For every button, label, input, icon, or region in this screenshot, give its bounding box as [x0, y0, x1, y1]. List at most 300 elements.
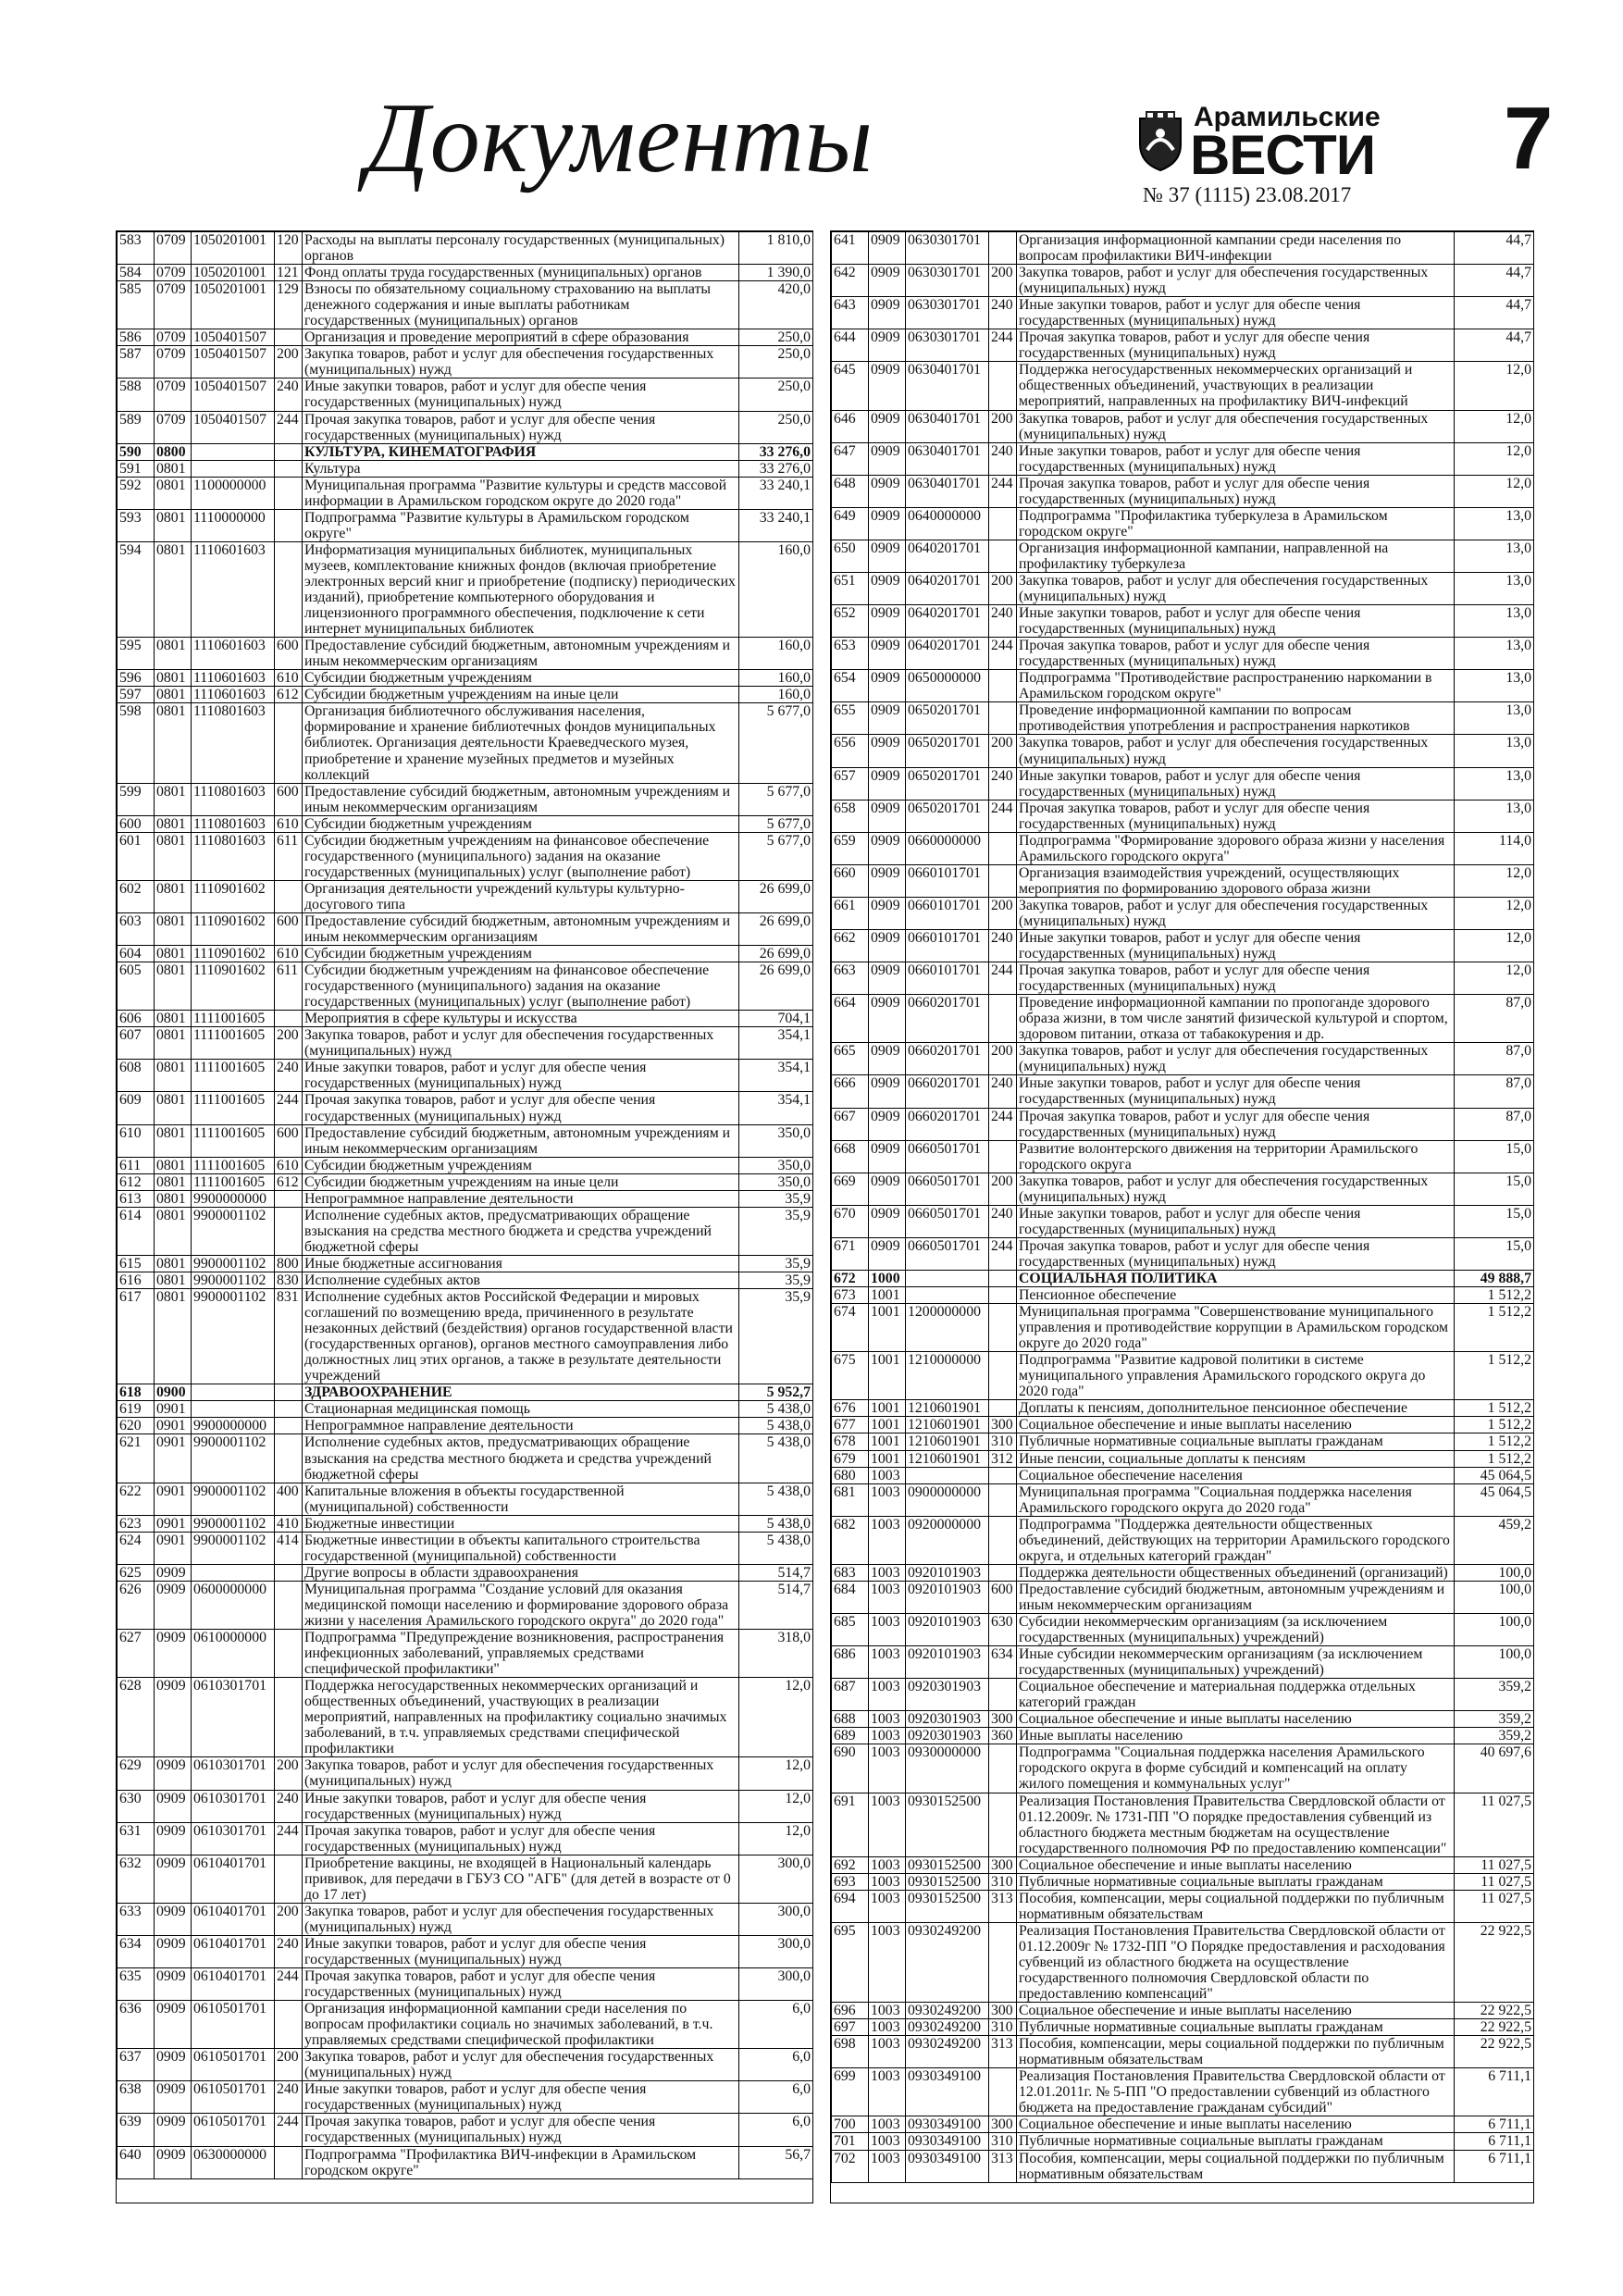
target-code: 0610401701: [192, 1935, 275, 1967]
row-number: 671: [832, 1237, 869, 1270]
row-number: 640: [118, 2146, 155, 2178]
section-code: 0909: [155, 1678, 192, 1757]
table-row: [118, 1434, 813, 1483]
target-code: 0930152500: [906, 1793, 989, 1856]
table-row: [832, 265, 1534, 297]
row-number: 627: [118, 1630, 155, 1678]
item-name: Иные закупки товаров, работ и услуг для обеспе чения государственных (муниципальных) нужд: [1017, 930, 1455, 962]
item-name: Прочая закупка товаров, работ и услуг для обеспе чения государственных (муниципальных) нужд: [1017, 475, 1455, 507]
target-code: [192, 1564, 275, 1581]
row-number: 609: [118, 1092, 155, 1124]
table-row: [118, 1384, 813, 1401]
expense-type-code: 410: [275, 1515, 303, 1532]
item-name: Подпрограмма "Профилактика ВИЧ-инфекции в Арамильском городском округе": [303, 2146, 739, 2178]
expense-type-code: 300: [989, 1711, 1017, 1728]
table-row: [832, 2068, 1534, 2116]
target-code: 0610301701: [192, 1678, 275, 1757]
target-code: 0920101903: [906, 1581, 989, 1613]
table-row: [118, 281, 813, 329]
section-code: 0909: [869, 265, 906, 297]
row-number: 696: [832, 2003, 869, 2019]
logo-name: Арамильские: [1194, 102, 1381, 132]
expense-type-code: 313: [989, 1890, 1017, 1922]
item-name: Стационарная медицинская помощь: [303, 1401, 739, 1418]
amount: 300,0: [739, 1903, 813, 1935]
target-code: 1050401507: [192, 379, 275, 411]
amount: 12,0: [1455, 864, 1534, 897]
expense-type-code: 600: [275, 1124, 303, 1157]
table-row: [118, 1272, 813, 1289]
item-name: Социальное обеспечение и иные выплаты населению: [1017, 1417, 1455, 1433]
section-code: 0909: [869, 572, 906, 604]
expense-type-code: 244: [989, 962, 1017, 995]
target-code: 9900001102: [192, 1483, 275, 1515]
row-number: 686: [832, 1646, 869, 1679]
row-number: 695: [832, 1922, 869, 2002]
row-number: 692: [832, 1856, 869, 1873]
section-code: 1001: [869, 1417, 906, 1433]
row-number: 655: [832, 702, 869, 735]
amount: 1 810,0: [739, 232, 813, 265]
item-name: Закупка товаров, работ и услуг для обеспечения государственных (муниципальных) нужд: [303, 1027, 739, 1060]
table-row: [832, 2133, 1534, 2150]
section-code: 0801: [155, 962, 192, 1011]
amount: 12,0: [1455, 962, 1534, 995]
expense-type-code: 611: [275, 832, 303, 880]
item-name: Публичные нормативные социальные выплаты гражданам: [1017, 1873, 1455, 1890]
section-code: 1003: [869, 1793, 906, 1856]
row-number: 661: [832, 897, 869, 929]
table-row: [118, 880, 813, 912]
amount: 5 677,0: [739, 783, 813, 815]
row-number: 594: [118, 541, 155, 637]
item-name: Субсидии бюджетным учреждениям: [303, 670, 739, 687]
table-row: [118, 1968, 813, 2001]
item-name: Закупка товаров, работ и услуг для обеспечения государственных (муниципальных) нужд: [1017, 897, 1455, 929]
item-name: Подпрограмма "Поддержка деятельности общественных объединений, действующих на территории Арамильского городского округа, и отдельных категорий граждан": [1017, 1516, 1455, 1564]
table-row: [118, 703, 813, 783]
target-code: 0640201701: [906, 605, 989, 638]
amount: 160,0: [739, 638, 813, 670]
item-name: Прочая закупка товаров, работ и услуг для обеспе чения государственных (муниципальных) нужд: [1017, 962, 1455, 995]
target-code: 0930349100: [906, 2068, 989, 2116]
section-code: 0801: [155, 477, 192, 509]
expense-type-code: 310: [989, 1873, 1017, 1890]
row-number: 656: [832, 735, 869, 767]
expense-type-code: 831: [275, 1289, 303, 1384]
section-code: 0909: [869, 410, 906, 442]
row-number: 684: [832, 1581, 869, 1613]
item-name: Подпрограмма "Развитие кадровой политики в системе муниципального управления Арамильского городского округа до 2020 года": [1017, 1352, 1455, 1400]
section-code: 0909: [869, 475, 906, 507]
expense-type-code: 244: [989, 329, 1017, 362]
row-number: 670: [832, 1205, 869, 1237]
row-number: 683: [832, 1564, 869, 1581]
amount: 6 711,1: [1455, 2068, 1534, 2116]
target-code: 0630000000: [192, 2146, 275, 2178]
section-code: 0901: [155, 1532, 192, 1564]
amount: 22 922,5: [1455, 2036, 1534, 2068]
row-number: 648: [832, 475, 869, 507]
expense-type-code: 200: [989, 897, 1017, 929]
item-name: Социальное обеспечение и иные выплаты населению: [1017, 1856, 1455, 1873]
table-row: [832, 1075, 1534, 1108]
section-code: 0801: [155, 460, 192, 477]
expense-type-code: 612: [275, 687, 303, 703]
target-code: 0640201701: [906, 638, 989, 670]
expense-type-code: 610: [275, 815, 303, 832]
row-number: 599: [118, 783, 155, 815]
section-code: 0909: [869, 442, 906, 475]
table-row: [832, 1450, 1534, 1467]
table-row: [118, 1678, 813, 1757]
section-code: 0909: [869, 605, 906, 638]
section-code: 0909: [869, 800, 906, 832]
section-code: 1003: [869, 1922, 906, 2002]
item-name: Пособия, компенсации, меры социальной поддержки по публичным нормативным обязательствам: [1017, 1890, 1455, 1922]
row-number: 603: [118, 912, 155, 945]
row-number: 642: [832, 265, 869, 297]
amount: 13,0: [1455, 605, 1534, 638]
section-code: 0909: [869, 1140, 906, 1173]
row-number: 685: [832, 1613, 869, 1645]
section-code: 1003: [869, 1744, 906, 1793]
expense-type-code: 244: [275, 1968, 303, 2001]
table-row: [118, 1630, 813, 1678]
item-name: Закупка товаров, работ и услуг для обеспечения государственных (муниципальных) нужд: [303, 2049, 739, 2081]
expense-type-code: [989, 1271, 1017, 1287]
row-number: 608: [118, 1060, 155, 1092]
item-name: Субсидии бюджетным учреждениям на финансовое обеспечение государственного (муниципального) задания на оказание государственных (муниципальных) услуг (выполнение работ): [303, 832, 739, 880]
table-row: [118, 1190, 813, 1207]
item-name: Прочая закупка товаров, работ и услуг для обеспе чения государственных (муниципальных) нужд: [1017, 800, 1455, 832]
section-code: 0709: [155, 411, 192, 443]
section-code: 0909: [155, 2146, 192, 2178]
expense-type-code: [275, 329, 303, 346]
row-number: 600: [118, 815, 155, 832]
target-code: 1110901602: [192, 946, 275, 962]
table-row: [118, 1255, 813, 1272]
table-row: [832, 832, 1534, 864]
target-code: 1110801603: [192, 783, 275, 815]
row-number: 621: [118, 1434, 155, 1483]
item-name: Поддержка деятельности общественных объединений (организаций): [1017, 1564, 1455, 1581]
amount: 5 438,0: [739, 1532, 813, 1564]
item-name: Проведение информационной кампании по вопросам противодействия употребления и распространения наркотиков: [1017, 702, 1455, 735]
expense-type-code: 610: [275, 670, 303, 687]
item-name: Прочая закупка товаров, работ и услуг для обеспе чения государственных (муниципальных) нужд: [303, 2114, 739, 2146]
expense-type-code: [989, 540, 1017, 572]
section-code: 1003: [869, 2150, 906, 2182]
target-code: 0920301903: [906, 1679, 989, 1711]
target-code: 9900001102: [192, 1207, 275, 1255]
target-code: 1050201001: [192, 281, 275, 329]
amount: 5 438,0: [739, 1418, 813, 1434]
expense-type-code: 200: [989, 1043, 1017, 1075]
amount: 87,0: [1455, 1108, 1534, 1140]
table-row: [832, 1237, 1534, 1270]
table-row: [118, 2081, 813, 2114]
table-row: [832, 1890, 1534, 1922]
item-name: Муниципальная программа "Развитие культуры и средств массовой информации в Арамильском городском округе до 2020 года": [303, 477, 739, 509]
expense-type-code: 240: [989, 1075, 1017, 1108]
section-code: 0801: [155, 670, 192, 687]
item-name: Организация взаимодействия учреждений, осуществляющих мероприятия по формированию здорового образа жизни: [1017, 864, 1455, 897]
section-title: Документы: [365, 83, 874, 193]
section-code: 0909: [869, 1075, 906, 1108]
table-row: [118, 1207, 813, 1255]
issue-number: № 37 (1115) 23.08.2017: [1143, 183, 1352, 206]
row-number: 682: [832, 1516, 869, 1564]
item-name: Бюджетные инвестиции: [303, 1515, 739, 1532]
section-code: 0909: [869, 1173, 906, 1205]
expense-type-code: 300: [989, 1417, 1017, 1433]
expense-type-code: 200: [989, 410, 1017, 442]
row-number: 645: [832, 362, 869, 410]
expense-type-code: [989, 864, 1017, 897]
row-number: 653: [832, 638, 869, 670]
expense-type-code: [275, 1855, 303, 1903]
table-row: [832, 735, 1534, 767]
target-code: 0650201701: [906, 702, 989, 735]
row-number: 675: [832, 1352, 869, 1400]
row-number: 646: [832, 410, 869, 442]
item-name: Закупка товаров, работ и услуг для обеспечения государственных (муниципальных) нужд: [1017, 1043, 1455, 1075]
section-code: 0909: [869, 767, 906, 800]
target-code: 0930349100: [906, 2133, 989, 2150]
row-number: 688: [832, 1711, 869, 1728]
item-name: Иные закупки товаров, работ и услуг для обеспе чения государственных (муниципальных) нужд: [303, 1935, 739, 1967]
target-code: 0920301903: [906, 1711, 989, 1728]
target-code: 1110801603: [192, 703, 275, 783]
section-code: 0909: [869, 702, 906, 735]
target-code: 0920000000: [906, 1516, 989, 1564]
section-code: 0909: [869, 362, 906, 410]
table-row: [832, 507, 1534, 540]
amount: 45 064,5: [1455, 1467, 1534, 1483]
expense-type-code: 200: [989, 265, 1017, 297]
item-name: Иные выплаты населению: [1017, 1728, 1455, 1744]
row-number: 583: [118, 232, 155, 265]
table-row: [118, 443, 813, 460]
amount: 11 027,5: [1455, 1793, 1534, 1856]
item-name: Подпрограмма "Профилактика туберкулеза в Арамильском городском округе": [1017, 507, 1455, 540]
target-code: 0610301701: [192, 1822, 275, 1855]
target-code: 0660101701: [906, 930, 989, 962]
target-code: 9900001102: [192, 1532, 275, 1564]
table-row: [118, 346, 813, 379]
table-row: [832, 1173, 1534, 1205]
item-name: Иные субсидии некоммерческим организациям (за исключением государственных (муниципальных) учреждений): [1017, 1646, 1455, 1679]
table-row: [118, 815, 813, 832]
section-code: 0801: [155, 912, 192, 945]
item-name: Капитальные вложения в объекты государственной (муниципальной) собственности: [303, 1483, 739, 1515]
row-number: 634: [118, 1935, 155, 1967]
table-row: [118, 638, 813, 670]
section-code: 0709: [155, 265, 192, 281]
section-code: 0909: [155, 1855, 192, 1903]
section-code: 1003: [869, 2036, 906, 2068]
target-code: 0610501701: [192, 2114, 275, 2146]
expense-type-code: 200: [275, 1757, 303, 1790]
row-number: 672: [832, 1271, 869, 1287]
item-name: Иные пенсии, социальные доплаты к пенсиям: [1017, 1450, 1455, 1467]
amount: 6 711,1: [1455, 2150, 1534, 2182]
expense-type-code: 310: [989, 1433, 1017, 1450]
section-code: 0909: [155, 1968, 192, 2001]
item-name: Публичные нормативные социальные выплаты гражданам: [1017, 2019, 1455, 2036]
expense-type-code: 240: [989, 1205, 1017, 1237]
item-name: Закупка товаров, работ и услуг для обеспечения государственных (муниципальных) нужд: [303, 1757, 739, 1790]
target-code: 0660501701: [906, 1140, 989, 1173]
table-row: [832, 930, 1534, 962]
section-code: 0909: [155, 1790, 192, 1822]
target-code: 0630401701: [906, 410, 989, 442]
row-number: 613: [118, 1190, 155, 1207]
item-name: Организация библиотечного обслуживания населения, формирование и хранение библиотечных фондов муниципальных библиотек. Организация деятельности Краеведческого музея, приобретение и хранение музейных предметов и музейных коллекций: [303, 703, 739, 783]
expense-type-code: [989, 1304, 1017, 1352]
table-row: [832, 1271, 1534, 1287]
item-name: Предоставление субсидий бюджетным, автономным учреждениям и иным некоммерческим организациям: [303, 638, 739, 670]
row-number: 629: [118, 1757, 155, 1790]
table-row: [832, 1400, 1534, 1417]
row-number: 690: [832, 1744, 869, 1793]
target-code: 9900000000: [192, 1190, 275, 1207]
table-row: [118, 1092, 813, 1124]
target-code: 0660201701: [906, 1043, 989, 1075]
expense-type-code: 611: [275, 962, 303, 1011]
target-code: 0920101903: [906, 1646, 989, 1679]
row-number: 602: [118, 880, 155, 912]
amount: 33 240,1: [739, 477, 813, 509]
target-code: 0650000000: [906, 670, 989, 702]
section-code: 1003: [869, 1711, 906, 1728]
expense-type-code: 634: [989, 1646, 1017, 1679]
section-code: 1003: [869, 2003, 906, 2019]
table-row: [118, 541, 813, 637]
section-code: 0801: [155, 1092, 192, 1124]
section-code: 0909: [155, 1630, 192, 1678]
target-code: 0610401701: [192, 1903, 275, 1935]
row-number: 691: [832, 1793, 869, 1856]
table-row: [832, 1352, 1534, 1400]
section-code: 0801: [155, 1207, 192, 1255]
table-row: [832, 638, 1534, 670]
target-code: 0610401701: [192, 1968, 275, 2001]
expense-type-code: [989, 232, 1017, 265]
amount: 1 512,2: [1455, 1304, 1534, 1352]
target-code: 0930349100: [906, 2116, 989, 2133]
amount: 13,0: [1455, 540, 1534, 572]
section-code: 0709: [155, 379, 192, 411]
section-code: 1003: [869, 1613, 906, 1645]
item-name: Бюджетные инвестиции в объекты капитального строительства государственной (муниципальной) собственности: [303, 1532, 739, 1564]
item-name: Субсидии бюджетным учреждениям: [303, 1157, 739, 1173]
item-name: Пенсионное обеспечение: [1017, 1287, 1455, 1304]
amount: 13,0: [1455, 800, 1534, 832]
amount: 359,2: [1455, 1728, 1534, 1744]
expense-type-code: [989, 702, 1017, 735]
expense-type-code: [275, 1564, 303, 1581]
row-number: 593: [118, 509, 155, 541]
amount: 45 064,5: [1455, 1483, 1534, 1516]
amount: 13,0: [1455, 702, 1534, 735]
table-row: [832, 1108, 1534, 1140]
target-code: 9900000000: [192, 1418, 275, 1434]
table-row: [832, 329, 1534, 362]
amount: 87,0: [1455, 995, 1534, 1043]
item-name: Субсидии бюджетным учреждениям на финансовое обеспечение государственного (муниципального) задания на оказание государственных (муниципальных) услуг (выполнение работ): [303, 962, 739, 1011]
item-name: Прочая закупка товаров, работ и услуг для обеспе чения государственных (муниципальных) нужд: [1017, 329, 1455, 362]
table-row: [118, 1757, 813, 1790]
item-name: Прочая закупка товаров, работ и услуг для обеспе чения государственных (муниципальных) нужд: [303, 1092, 739, 1124]
amount: 1 512,2: [1455, 1450, 1534, 1467]
item-name: Организация информационной кампании, направленной на профилактику туберкулеза: [1017, 540, 1455, 572]
target-code: 1110601603: [192, 670, 275, 687]
table-row: [832, 1043, 1534, 1075]
item-name: Предоставление субсидий бюджетным, автономным учреждениям и иным некоммерческим организациям: [1017, 1581, 1455, 1613]
table-row: [832, 1581, 1534, 1613]
row-number: 641: [832, 232, 869, 265]
amount: 22 922,5: [1455, 2003, 1534, 2019]
row-number: 601: [118, 832, 155, 880]
amount: 33 240,1: [739, 509, 813, 541]
amount: 318,0: [739, 1630, 813, 1678]
row-number: 618: [118, 1384, 155, 1401]
table-row: [118, 1581, 813, 1629]
expense-type-code: [275, 1630, 303, 1678]
target-code: 0610000000: [192, 1630, 275, 1678]
row-number: 657: [832, 767, 869, 800]
expense-type-code: [275, 1678, 303, 1757]
table-row: [832, 1467, 1534, 1483]
table-row: [118, 2049, 813, 2081]
row-number: 595: [118, 638, 155, 670]
expense-type-code: [275, 703, 303, 783]
section-code: 0709: [155, 232, 192, 265]
item-name: Организация и проведение мероприятий в сфере образования: [303, 329, 739, 346]
table-row: [118, 265, 813, 281]
item-name: Подпрограмма "Противодействие распространению наркомании в Арамильском городском округе": [1017, 670, 1455, 702]
target-code: 1050401507: [192, 329, 275, 346]
item-name: Реализация Постановления Правительства Свердловской области от 12.01.2011г. № 5-ПП "О предоставлении субвенций из областного бюджета на предоставление гражданам субсидий": [1017, 2068, 1455, 2116]
row-number: 588: [118, 379, 155, 411]
expense-type-code: 800: [275, 1255, 303, 1272]
amount: 250,0: [739, 346, 813, 379]
amount: 350,0: [739, 1157, 813, 1173]
row-number: 667: [832, 1108, 869, 1140]
page-header: [0, 0, 1623, 222]
expense-type-code: 200: [989, 1173, 1017, 1205]
expense-type-code: 200: [275, 346, 303, 379]
item-name: Закупка товаров, работ и услуг для обеспечения государственных (муниципальных) нужд: [303, 1903, 739, 1935]
target-code: 0930249200: [906, 2019, 989, 2036]
table-row: [832, 1205, 1534, 1237]
expense-type-code: 300: [989, 2116, 1017, 2133]
amount: 5 677,0: [739, 815, 813, 832]
amount: 12,0: [1455, 442, 1534, 475]
target-code: 1110801603: [192, 815, 275, 832]
row-number: 666: [832, 1075, 869, 1108]
amount: 6,0: [739, 2114, 813, 2146]
expense-type-code: [989, 1744, 1017, 1793]
table-row: [118, 379, 813, 411]
expense-type-code: 244: [275, 1092, 303, 1124]
amount: 56,7: [739, 2146, 813, 2178]
row-number: 638: [118, 2081, 155, 2114]
item-name: Закупка товаров, работ и услуг для обеспечения государственных (муниципальных) нужд: [1017, 1173, 1455, 1205]
target-code: 1210601901: [906, 1400, 989, 1417]
